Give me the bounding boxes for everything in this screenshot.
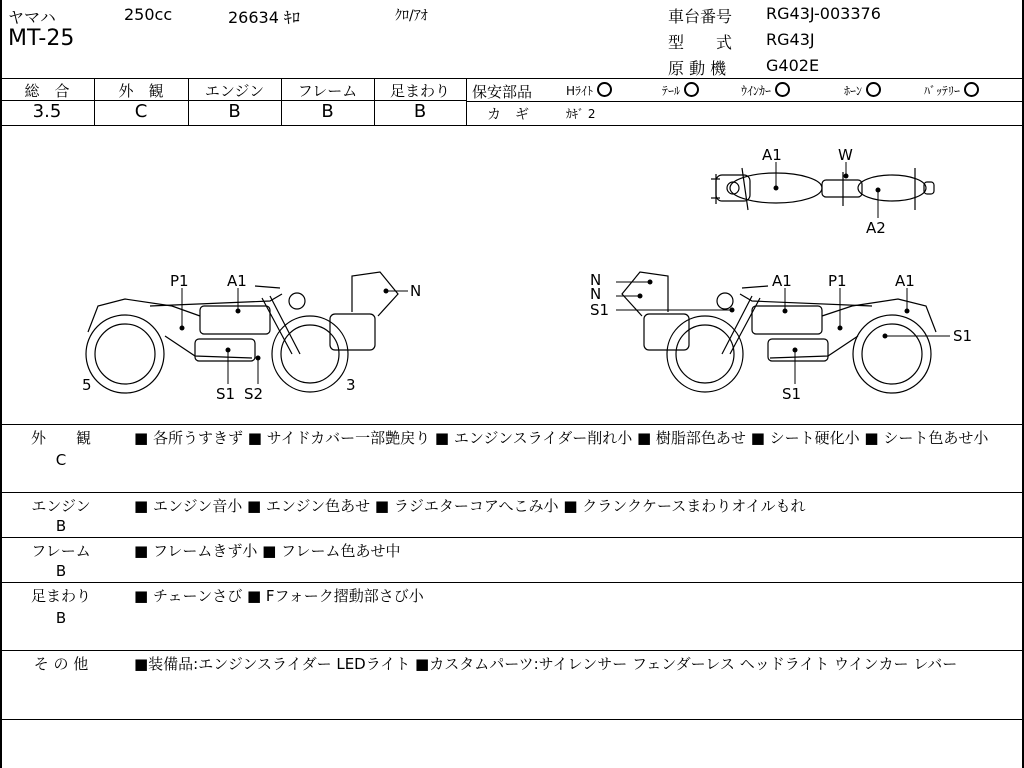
grade-exterior-label: 外 観 bbox=[118, 82, 164, 100]
part-winker-label: ｳｲﾝｶｰ bbox=[741, 84, 772, 98]
remark-exterior-text: ■ 各所うすきず ■ サイドカバー一部艶戻り ■ エンジンスライダー削れ小 ■ 樹脂部色あせ ■ シート硬化小 ■ シート色あせ小 bbox=[134, 429, 989, 447]
safety-parts-title: 保安部品 bbox=[472, 83, 533, 101]
remark-suspension-text: ■ チェーンさび ■ Fフォーク摺動部さび小 bbox=[134, 587, 424, 605]
remark-other-title: そ の 他 bbox=[33, 655, 89, 673]
remark-divider bbox=[0, 492, 1024, 493]
engine-model: G402E bbox=[766, 56, 820, 75]
remark-divider bbox=[0, 537, 1024, 538]
grade-engine-label: エンジン bbox=[204, 82, 265, 100]
label-left-a1: A1 bbox=[227, 272, 247, 290]
label-left-3: 3 bbox=[346, 376, 356, 394]
maker: ヤマハ bbox=[8, 8, 56, 27]
label-top-w: W bbox=[838, 146, 853, 164]
grade-engine-value: B bbox=[228, 101, 241, 122]
label-left-5: 5 bbox=[82, 376, 92, 394]
grade-frame-label: フレーム bbox=[297, 82, 358, 100]
remark-exterior-grade: C bbox=[55, 451, 67, 469]
part-taillight bbox=[662, 82, 699, 99]
part-battery bbox=[924, 82, 979, 99]
remark-frame-title: フレーム bbox=[31, 542, 91, 560]
label-right-n2: N bbox=[590, 285, 602, 303]
label-right-n1: N bbox=[590, 271, 602, 289]
remark-frame-grade: B bbox=[55, 562, 67, 580]
part-headlight bbox=[566, 82, 612, 99]
part-horn bbox=[844, 82, 881, 99]
label-right-p1: P1 bbox=[828, 272, 847, 290]
right-side-bike bbox=[622, 272, 936, 393]
label-left-p1: P1 bbox=[170, 272, 189, 290]
displacement: 250cc bbox=[124, 5, 173, 24]
grade-overall-label: 総 合 bbox=[24, 82, 70, 100]
remark-other-text: ■装備品:エンジンスライダー LEDライト ■カスタムパーツ:サイレンサー フェンダーレス ヘッドライト ウインカー レバー bbox=[134, 655, 958, 673]
remark-exterior-title: 外 観 bbox=[30, 429, 91, 447]
parts-divider bbox=[466, 101, 1024, 102]
remark-divider bbox=[0, 650, 1024, 651]
remark-suspension-title: 足まわり bbox=[30, 587, 91, 605]
key-label: カ ギ bbox=[487, 107, 529, 123]
ok-circle-icon bbox=[684, 82, 699, 97]
grade-overall-value: 3.5 bbox=[32, 101, 62, 122]
label-right-a1: A1 bbox=[772, 272, 792, 290]
remark-engine-grade: B bbox=[55, 517, 67, 535]
remark-divider bbox=[0, 719, 1024, 720]
grade-table-top bbox=[0, 78, 1024, 79]
left-side-bike bbox=[86, 272, 398, 393]
label-top-a1: A1 bbox=[762, 146, 782, 164]
label-right-s1-rear: S1 bbox=[953, 327, 973, 345]
frame-no-label: 車台番号 bbox=[668, 7, 733, 26]
remark-suspension-grade: B bbox=[55, 609, 67, 627]
grid-line bbox=[466, 78, 467, 125]
frame-no: RG43J-003376 bbox=[766, 4, 881, 23]
grade-suspension-value: B bbox=[413, 101, 427, 122]
grade-frame-value: B bbox=[321, 101, 334, 122]
label-left-n: N bbox=[410, 282, 422, 300]
color: ｸﾛ/ｱｵ bbox=[395, 8, 428, 24]
part-battery-label: ﾊﾞｯﾃﾘｰ bbox=[924, 84, 961, 98]
part-headlight-label: Hﾗｲﾄ bbox=[566, 84, 594, 98]
label-top-a2: A2 bbox=[866, 219, 886, 237]
grade-exterior-value: C bbox=[134, 101, 148, 122]
label-left-s2: S2 bbox=[244, 385, 264, 403]
part-taillight-label: ﾃｰﾙ bbox=[662, 84, 681, 98]
label-right-s1-bottom: S1 bbox=[782, 385, 802, 403]
ok-circle-icon bbox=[964, 82, 979, 97]
grade-suspension-label: 足まわり bbox=[389, 82, 450, 100]
type-label: 型 式 bbox=[668, 33, 733, 52]
mileage: 26634 ｷﾛ bbox=[228, 8, 300, 27]
motorcycle-diagrams bbox=[0, 126, 1024, 424]
part-winker bbox=[741, 82, 790, 99]
ok-circle-icon bbox=[775, 82, 790, 97]
remark-engine-text: ■ エンジン音小 ■ エンジン色あせ ■ ラジエターコアへこみ小 ■ クランクケースまわりオイルもれ bbox=[134, 497, 806, 515]
engine-label: 原 動 機 bbox=[668, 59, 727, 78]
ok-circle-icon bbox=[866, 82, 881, 97]
part-horn-label: ﾎｰﾝ bbox=[844, 84, 863, 98]
remark-engine-title: エンジン bbox=[31, 497, 91, 515]
remark-frame-text: ■ フレームきず小 ■ フレーム色あせ中 bbox=[134, 542, 401, 560]
label-right-s1-top: S1 bbox=[590, 301, 610, 319]
model-name: MT-25 bbox=[8, 26, 75, 51]
remark-divider bbox=[0, 582, 1024, 583]
key-value: ｶｷﾞ 2 bbox=[566, 107, 596, 121]
diagram-bottom-line bbox=[0, 424, 1024, 425]
label-right-a1-rear: A1 bbox=[895, 272, 915, 290]
top-view-bike bbox=[711, 168, 934, 210]
ok-circle-icon bbox=[597, 82, 612, 97]
type-value: RG43J bbox=[766, 30, 815, 49]
label-left-s1: S1 bbox=[216, 385, 236, 403]
